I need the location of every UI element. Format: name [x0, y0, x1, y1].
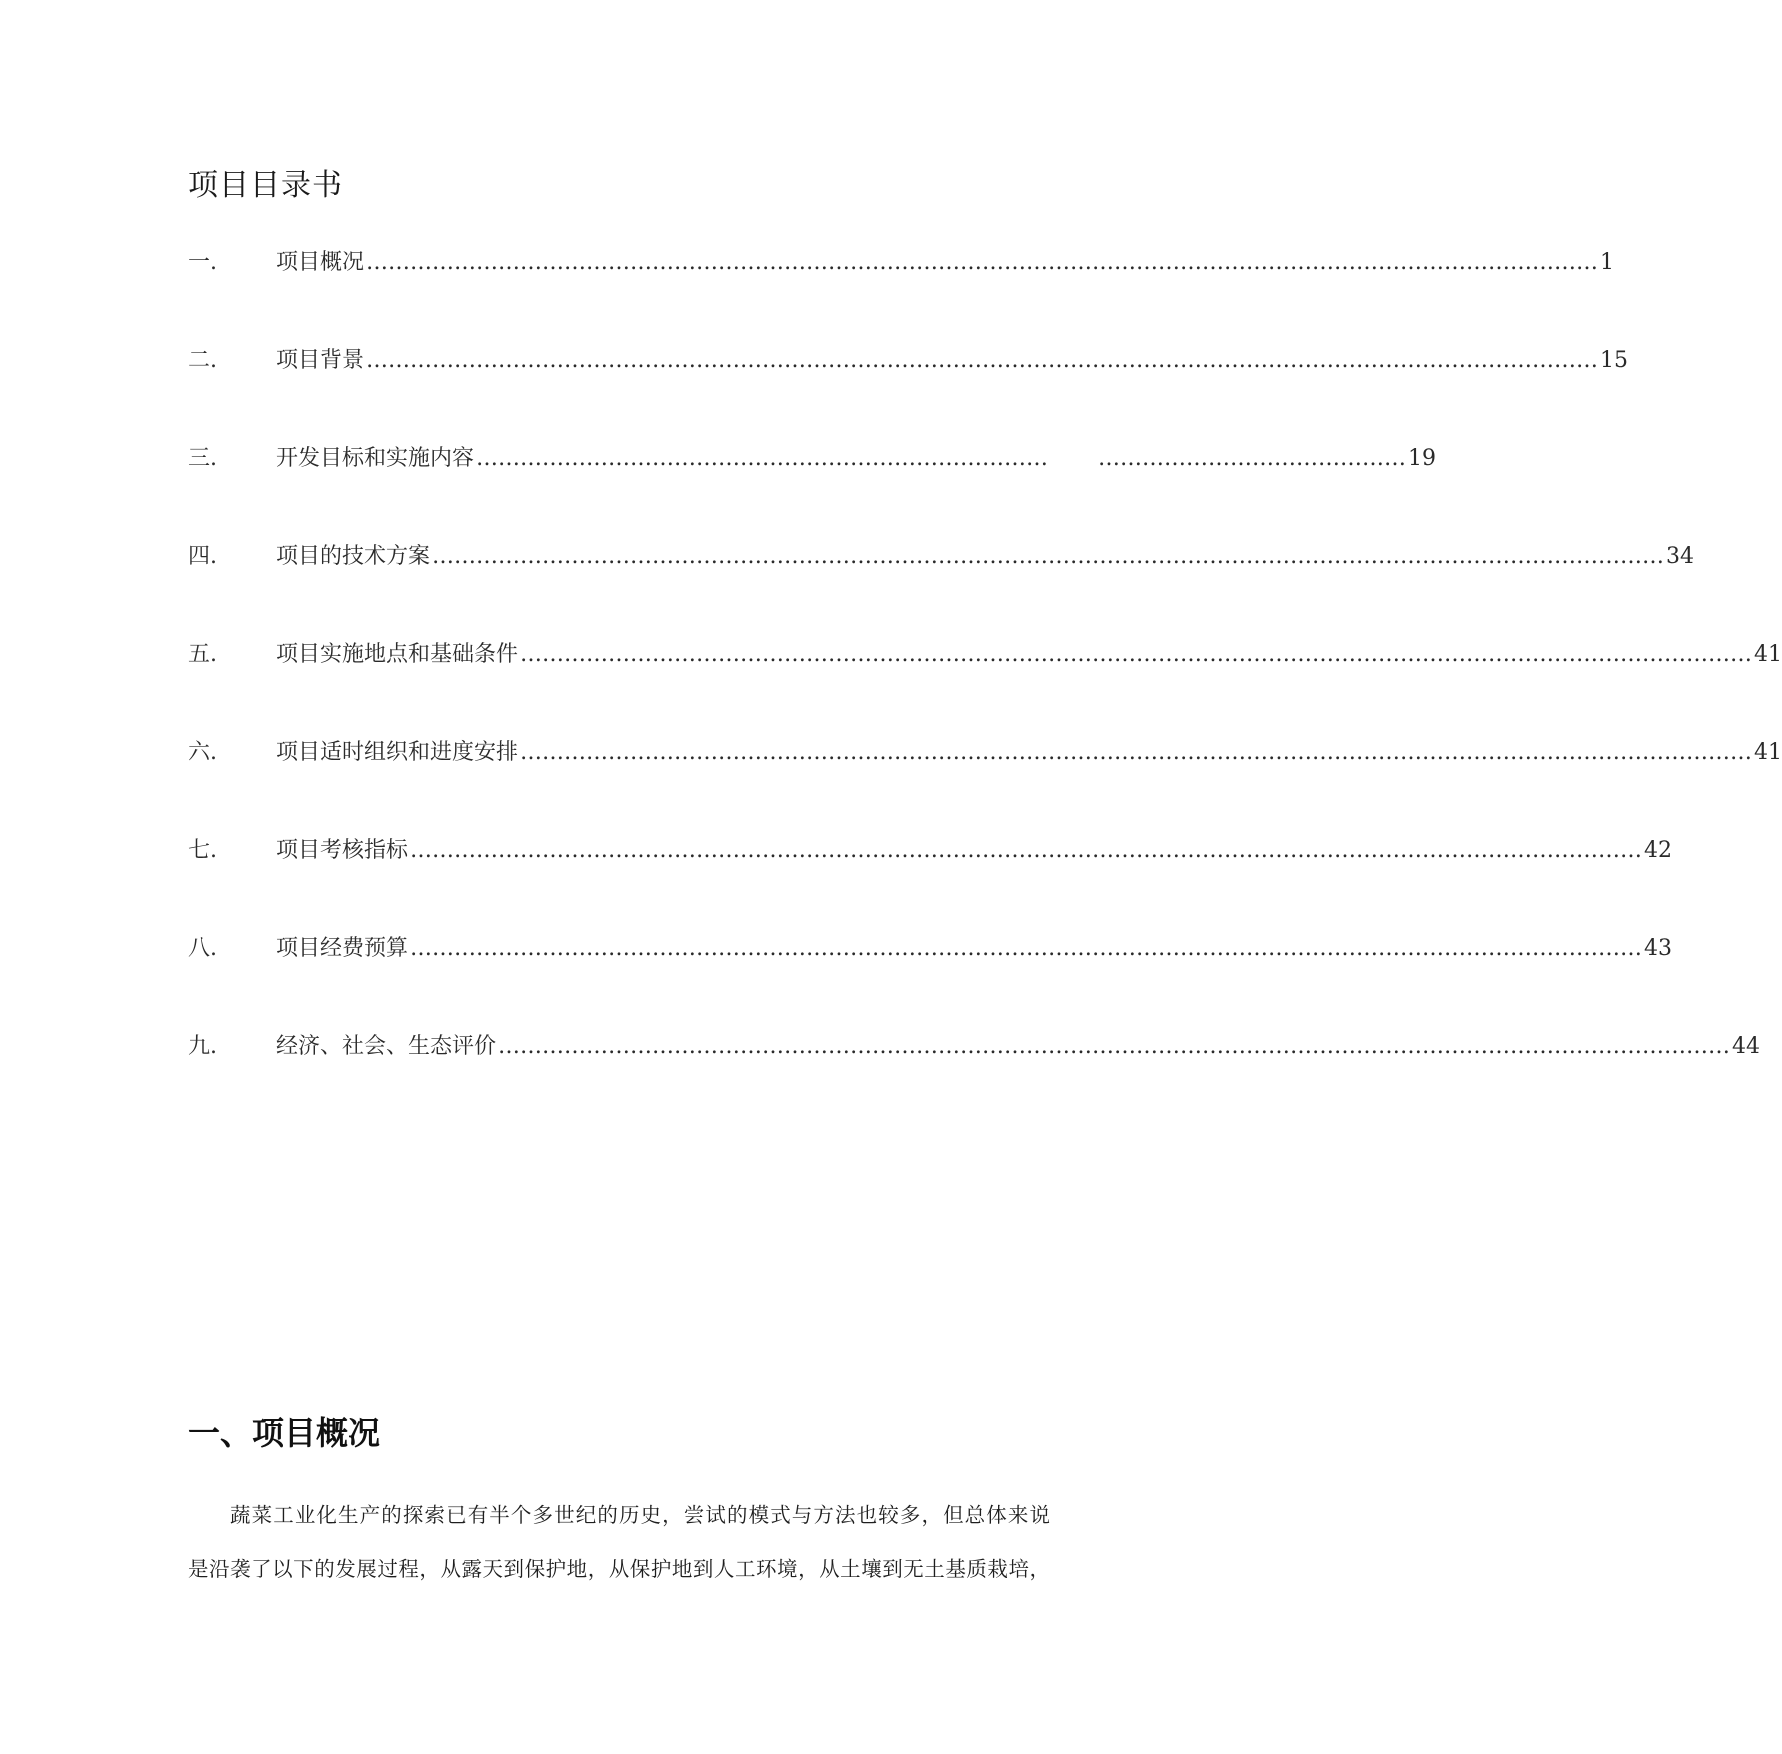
toc-entry-page: 34 — [1666, 544, 1695, 569]
toc-entry-page: 15 — [1600, 348, 1629, 373]
toc-entry-page: 44 — [1732, 1034, 1761, 1059]
toc-dot-leader — [520, 738, 1752, 768]
toc-entry-number: 八. — [188, 936, 217, 961]
toc-entry-number: 六. — [188, 740, 217, 765]
toc-entry-6[interactable] — [188, 738, 1782, 836]
toc-dot-leader — [520, 640, 1752, 670]
toc-entry-number: 五. — [188, 642, 217, 667]
toc-entry-page: 41 — [1754, 740, 1782, 765]
toc-entry-4[interactable] — [188, 542, 1695, 640]
toc-entry-2[interactable] — [188, 346, 1629, 444]
body-paragraph — [188, 1488, 1050, 1596]
toc-entry-label: 开发目标和实施内容 — [276, 446, 475, 471]
toc-entry-page: 42 — [1644, 838, 1673, 863]
table-of-contents — [188, 248, 1782, 1130]
toc-entry-page: 19 — [1408, 446, 1437, 471]
toc-entry-number: 九. — [188, 1034, 217, 1059]
toc-entry-label: 项目实施地点和基础条件 — [276, 642, 519, 667]
toc-entry-label: 项目考核指标 — [276, 838, 409, 863]
toc-dot-leader — [410, 836, 1642, 866]
paragraph-line: 蔬菜工业化生产的探索已有半个多世纪的历史，尝试的模式与方法也较多，但总体来说 — [230, 1503, 1050, 1527]
toc-entry-label: 项目经费预算 — [276, 936, 409, 961]
toc-entry-7[interactable] — [188, 836, 1673, 934]
toc-entry-page: 41 — [1754, 642, 1782, 667]
toc-entry-label: 项目的技术方案 — [276, 544, 431, 569]
toc-entry-number: 一. — [188, 250, 217, 275]
toc-entry-label: 项目背景 — [276, 348, 365, 373]
toc-dot-leader — [410, 934, 1642, 964]
toc-entry-number: 七. — [188, 838, 217, 863]
toc-entry-number: 三. — [188, 446, 217, 471]
toc-entry-page: 43 — [1644, 936, 1673, 961]
toc-entry-number: 二. — [188, 348, 217, 373]
toc-dot-leader — [366, 248, 1598, 278]
toc-dot-leader — [366, 346, 1598, 376]
toc-dot-leader — [498, 1032, 1730, 1062]
toc-entry-label: 项目适时组织和进度安排 — [276, 740, 519, 765]
toc-entry-9[interactable] — [188, 1032, 1761, 1130]
toc-dot-leader: …………………………………………………………………… …………………………………… — [476, 446, 1407, 471]
toc-title: 项目目录书 — [188, 168, 343, 203]
toc-entry-label: 经济、社会、生态评价 — [276, 1034, 497, 1059]
toc-entry-number: 四. — [188, 544, 217, 569]
paragraph-line: 是沿袭了以下的发展过程，从露天到保护地，从保护地到人工环境，从土壤到无土基质栽培， — [188, 1557, 1050, 1581]
toc-entry-1[interactable] — [188, 248, 1615, 346]
toc-dot-leader — [432, 542, 1664, 572]
toc-entry-8[interactable] — [188, 934, 1673, 1032]
toc-entry-5[interactable] — [188, 640, 1782, 738]
section-heading: 一、项目概况 — [188, 1414, 381, 1452]
toc-entry-3[interactable] — [188, 444, 1437, 542]
toc-entry-label: 项目概况 — [276, 250, 365, 275]
toc-entry-page: 1 — [1600, 250, 1615, 275]
